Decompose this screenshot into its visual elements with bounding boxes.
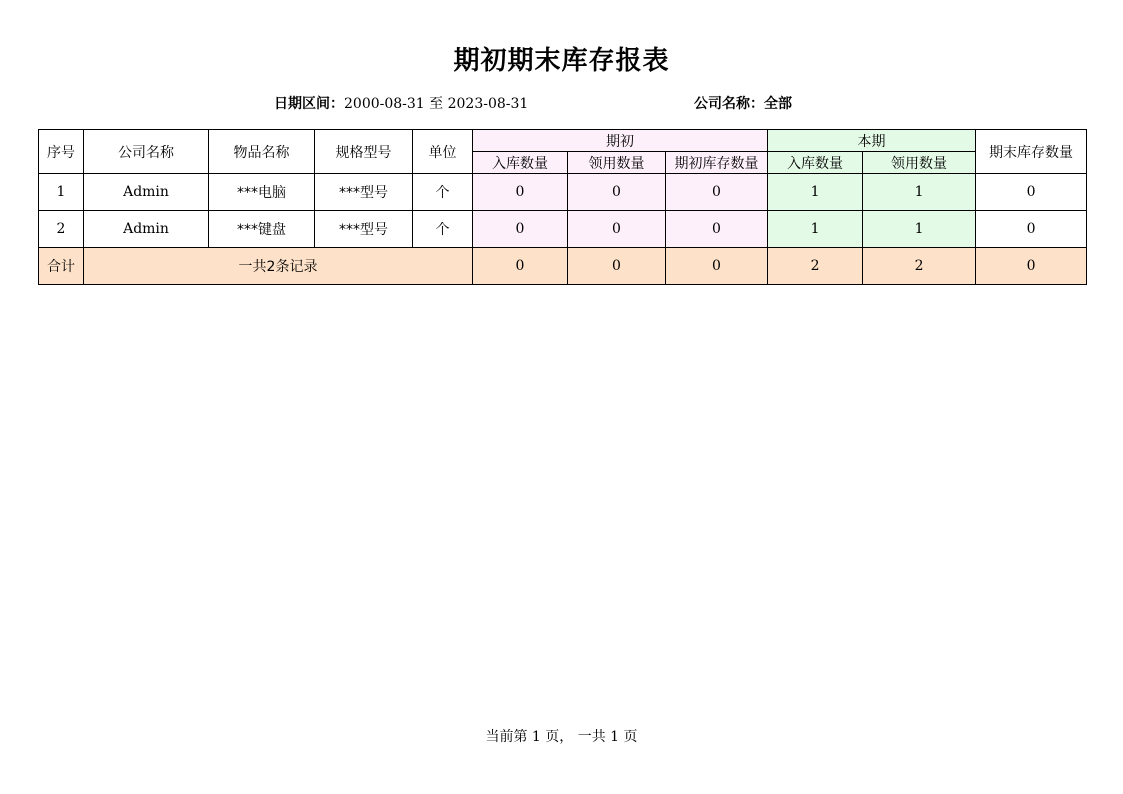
cell-company: Admin: [84, 174, 209, 211]
cell-current-out: 1: [863, 174, 976, 211]
total-row: [39, 248, 1087, 285]
header-opening-stock: 期初库存数量: [666, 152, 768, 174]
total-label: 合计: [39, 248, 84, 285]
cell-opening-in: 0: [473, 211, 568, 248]
header-current-in: 入库数量: [768, 152, 863, 174]
date-range-meta: [274, 93, 528, 113]
date-range-label: 日期区间：: [274, 96, 344, 112]
header-company: 公司名称: [84, 130, 209, 174]
total-closing-stock: 0: [976, 248, 1087, 285]
cell-current-out: 1: [863, 211, 976, 248]
header-unit: 单位: [413, 130, 473, 174]
header-closing-stock: 期末库存数量: [976, 130, 1087, 174]
cell-opening-out: 0: [568, 174, 666, 211]
cell-company: Admin: [84, 211, 209, 248]
company-value: 全部: [764, 96, 792, 112]
total-opening-in: 0: [473, 248, 568, 285]
total-record-count: 一共2条记录: [84, 248, 473, 285]
total-opening-stock: 0: [666, 248, 768, 285]
cell-spec: ***型号: [315, 211, 413, 248]
header-item: 物品名称: [209, 130, 315, 174]
cell-opening-stock: 0: [666, 174, 768, 211]
header-current-group: 本期: [768, 130, 976, 152]
cell-current-in: 1: [768, 211, 863, 248]
cell-closing-stock: 0: [976, 174, 1087, 211]
header-row-1: [39, 130, 1087, 152]
company-label: 公司名称：: [694, 96, 764, 112]
cell-spec: ***型号: [315, 174, 413, 211]
cell-seq: 1: [39, 174, 84, 211]
cell-seq: 2: [39, 211, 84, 248]
header-current-out: 领用数量: [863, 152, 976, 174]
cell-opening-stock: 0: [666, 211, 768, 248]
report-title: 期初期末库存报表: [453, 46, 670, 76]
cell-current-in: 1: [768, 174, 863, 211]
date-range-value: 2000-08-31 至 2023-08-31: [344, 96, 529, 112]
inventory-report-table: [38, 129, 1087, 285]
header-opening-group: 期初: [473, 130, 768, 152]
header-spec: 规格型号: [315, 130, 413, 174]
header-seq: 序号: [39, 130, 84, 174]
total-opening-out: 0: [568, 248, 666, 285]
header-opening-out: 领用数量: [568, 152, 666, 174]
cell-opening-in: 0: [473, 174, 568, 211]
total-current-in: 2: [768, 248, 863, 285]
cell-unit: 个: [413, 174, 473, 211]
total-current-out: 2: [863, 248, 976, 285]
cell-item: ***键盘: [209, 211, 315, 248]
cell-unit: 个: [413, 211, 473, 248]
company-meta: [694, 93, 792, 113]
table-row: [39, 174, 1087, 211]
header-opening-in: 入库数量: [473, 152, 568, 174]
table-row: [39, 211, 1087, 248]
cell-closing-stock: 0: [976, 211, 1087, 248]
cell-item: ***电脑: [209, 174, 315, 211]
cell-opening-out: 0: [568, 211, 666, 248]
page-indicator: 当前第 1 页， 一共 1 页: [485, 729, 638, 745]
